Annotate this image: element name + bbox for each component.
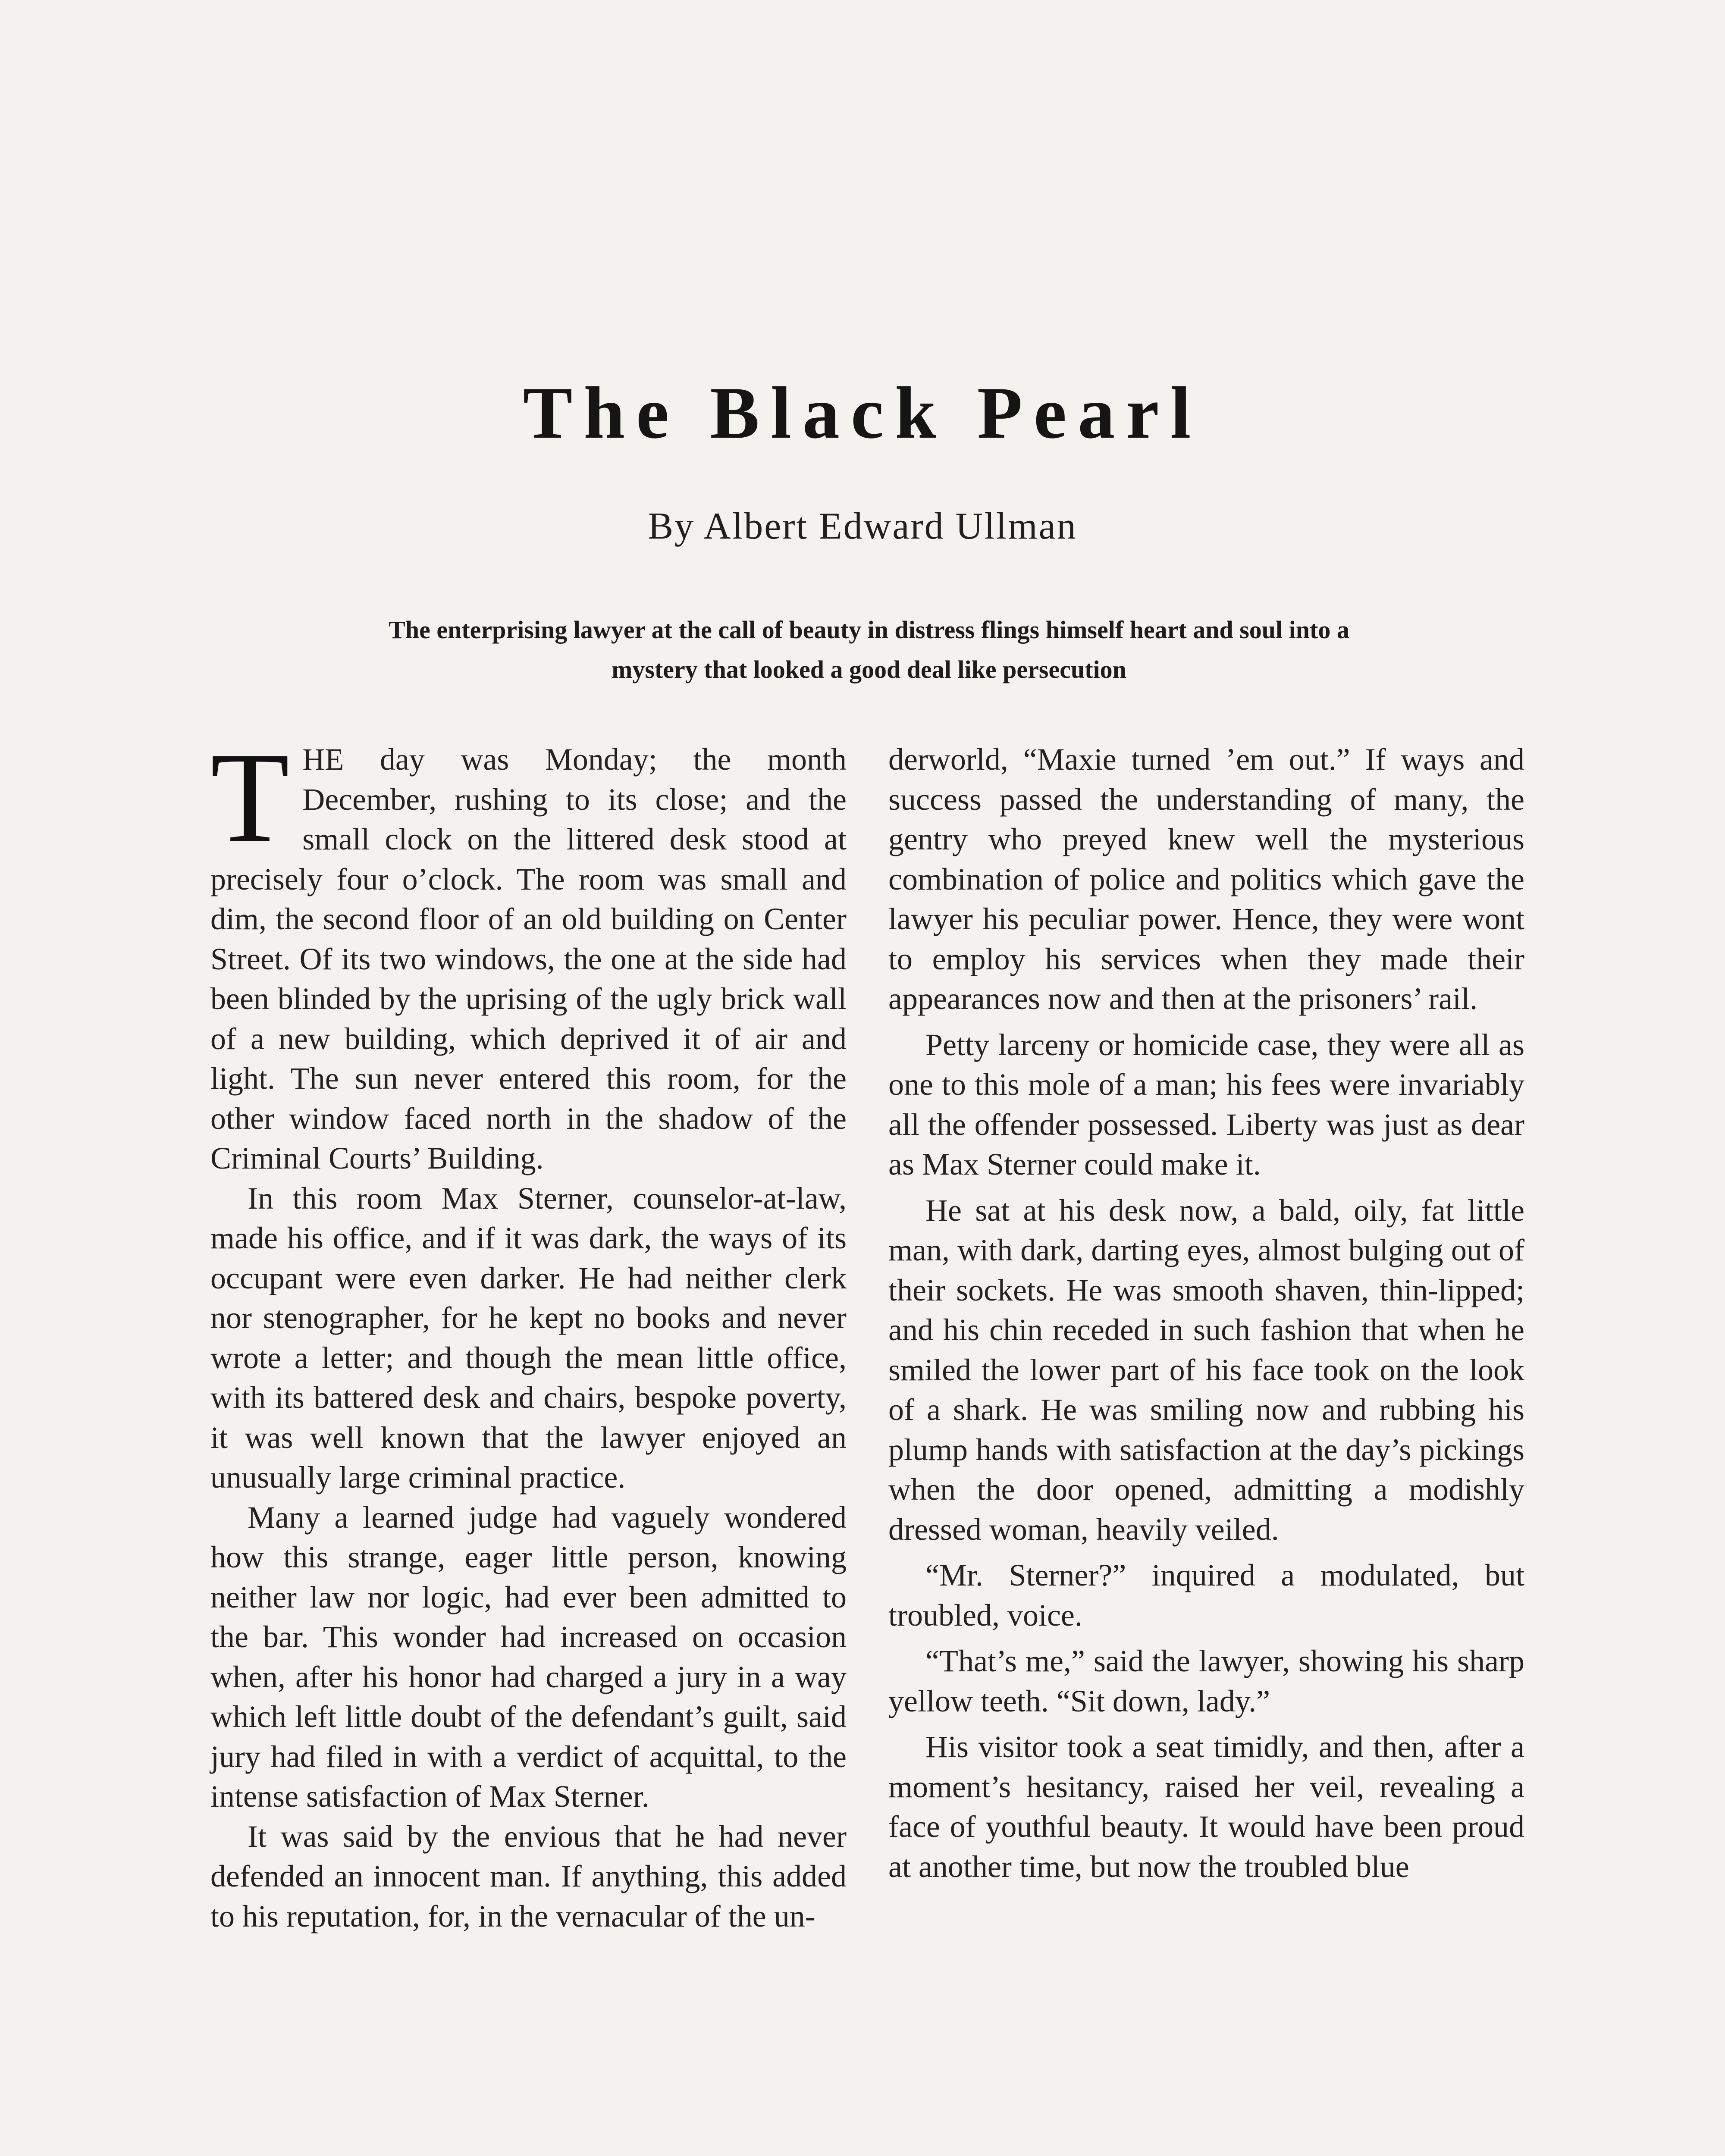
paragraph-opening-text: HE day was Monday; the month December, rushing to its close; and the small clock on the littered desk stood at precisely four o’clock. The room was small and dim, the second floor of an old building on Center Street. Of its two windows, the one at the side had been blinded by the uprising of the ugly brick wall of a new building, which deprived it of air and light. The sun never entered this room, for the other window faced north in the shadow of the Criminal Courts’ Building. xyxy=(210,742,847,1175)
paragraph: It was said by the envious that he had never defended an innocent man. If anything, this added to his reputation, for, in the vernacular of the un- xyxy=(210,1819,847,1934)
paragraph-continued: derworld, “Maxie turned ’em out.” If ways and success passed the understanding of many, the gentry who preyed knew well the mysterious combination of police and politics which gave the lawyer his peculiar power. Hence, they were wont to employ his services when they made their appearances now and then at the prisoners’ rail. xyxy=(888,742,1524,1016)
article-title: The Black Pearl xyxy=(523,372,1202,454)
paragraph: Many a learned judge had vaguely wondered how this strange, eager little person, knowing neither law nor logic, had ever been admitted to the bar. This wonder had increased on occasion when, after his honor had charged a jury in a way which left little doubt of the defendant’s guilt, said jury had filed in with a verdict of acquittal, to the intense satisfaction of Max Sterner. xyxy=(210,1500,847,1814)
paragraph: In this room Max Sterner, counselor-at-law, made his office, and if it was dark, the ways of its occupant were even darker. He had neither clerk nor stenographer, for he kept no books and never wrote a letter; and though the mean little office, with its battered desk and chairs, bespoke poverty, it was well known that the lawyer enjoyed an unusually large criminal practice. xyxy=(210,1181,847,1495)
drop-cap: T xyxy=(210,726,290,869)
paragraph: “Mr. Sterner?” inquired a modulated, but troubled, voice. xyxy=(888,1558,1524,1633)
paragraph: Petty larceny or homicide case, they were all as one to this mole of a man; his fees were invariably all the offender possessed. Liberty was just as dear as Max Sterner could make it. xyxy=(888,1027,1524,1181)
article-deck: The enterprising lawyer at the call of beauty in distress flings himself heart and soul into a mystery that looked a good deal like persecution xyxy=(389,616,1349,683)
left-text-column xyxy=(210,726,847,1936)
paragraph: “That’s me,” said the lawyer, showing his sharp yellow teeth. “Sit down, lady.” xyxy=(888,1644,1524,1718)
paragraph: His visitor took a seat timidly, and then, after a moment’s hesitancy, raised her veil, revealing a face of youthful beauty. It would have been proud at another time, but now the troubled blue xyxy=(888,1730,1524,1884)
right-text-column xyxy=(888,740,1524,1887)
paragraph-opening xyxy=(210,726,847,1178)
paragraph: He sat at his desk now, a bald, oily, fat little man, with dark, darting eyes, almost bulging out of their sockets. He was smooth shaven, thin-lipped; and his chin receded in such fashion that when he smiled the lower part of his face took on the look of a shark. He was smiling now and rubbing his plump hands with satisfaction at the day’s pickings when the door opened, admitting a modishly dressed woman, heavily veiled. xyxy=(888,1193,1524,1547)
article-byline: By Albert Edward Ullman xyxy=(648,505,1077,547)
